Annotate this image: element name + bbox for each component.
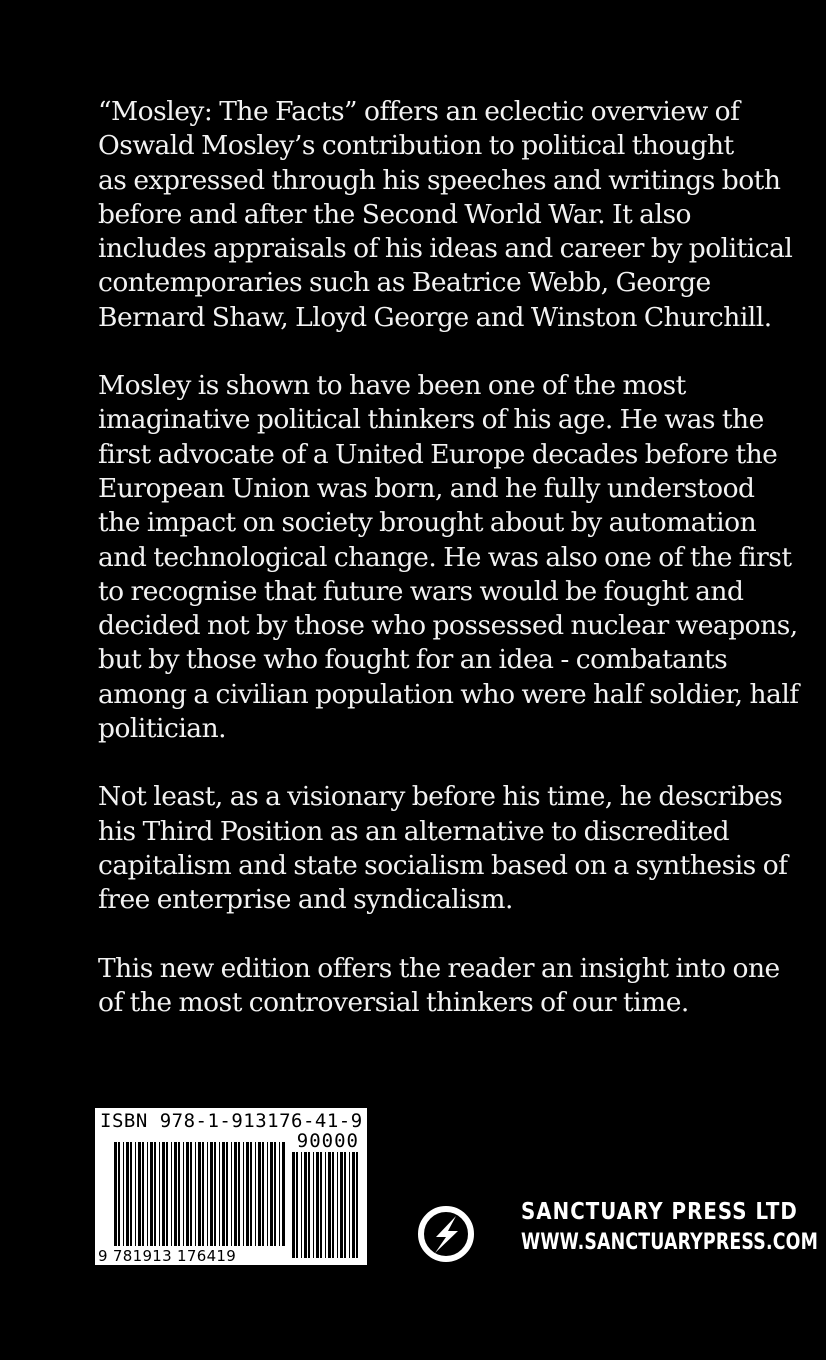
barcode-bar <box>234 1142 237 1246</box>
blurb-paragraph: Mosley is shown to have been one of the most imaginative political thinkers of his age. He was the first advocate of a United Europe decades before the European Union was born, and he fully understood the impact on society brought about by automation and technological change. He was also one of the first to recognise that future wars would be fought and decided not by those who possessed nuclear weapons, but by those who fought for an idea - combatants among a civilian population who were half soldier, half politician. <box>98 370 799 745</box>
barcode-bar <box>308 1152 310 1258</box>
barcode-bar <box>222 1142 225 1246</box>
barcode-bar <box>178 1142 180 1246</box>
barcode-bar <box>118 1142 120 1246</box>
barcode-bar <box>246 1142 249 1246</box>
barcode-bar <box>352 1152 355 1258</box>
barcode-bar <box>171 1142 172 1246</box>
barcode-bar <box>337 1152 338 1258</box>
barcode-bar <box>262 1142 264 1246</box>
addon-barcode-bars <box>291 1152 361 1258</box>
barcode-bar <box>186 1142 189 1246</box>
barcode-bar <box>126 1142 129 1246</box>
barcode-bar <box>282 1142 285 1246</box>
barcode-bar <box>349 1152 350 1258</box>
barcode-bar <box>162 1142 165 1246</box>
barcode-bar <box>255 1142 256 1246</box>
barcode-bar <box>340 1152 343 1258</box>
barcode-bar <box>274 1142 276 1246</box>
publisher-block <box>521 1196 819 1258</box>
publisher-url: WWW.SANCTUARYPRESS.COM <box>521 1230 819 1255</box>
barcode-bar <box>166 1142 168 1246</box>
barcode-bar <box>243 1142 244 1246</box>
barcode-bar <box>226 1142 228 1246</box>
barcode-bar <box>332 1152 334 1258</box>
publisher-name: SANCTUARY PRESS LTD <box>521 1199 798 1225</box>
barcode-bar <box>344 1152 346 1258</box>
barcode-bars <box>113 1142 285 1246</box>
barcode-bar <box>214 1142 216 1246</box>
barcode-bar <box>270 1142 273 1246</box>
barcode-bar <box>304 1152 307 1258</box>
barcode-bar <box>195 1142 196 1246</box>
barcode-bar <box>147 1142 148 1246</box>
barcode-bar <box>114 1142 117 1246</box>
blurb-paragraph: Not least, as a visionary before his time, he describes his Third Position as an alternative to discredited capitalism and state socialism based on a synthesis of free enterprise and syndicalism. <box>98 781 788 916</box>
isbn-barcode <box>95 1108 367 1265</box>
barcode-bar <box>258 1142 261 1246</box>
barcode-bar <box>313 1152 314 1258</box>
barcode-bar <box>279 1142 280 1246</box>
barcode-bar <box>150 1142 153 1246</box>
barcode-bar <box>296 1152 298 1258</box>
barcode-bar <box>210 1142 213 1246</box>
blurb-paragraph: This new edition offers the reader an insight into one of the most controversial thinkers of our time. <box>98 952 780 1018</box>
barcode-bar <box>190 1142 192 1246</box>
barcode-bar <box>316 1152 319 1258</box>
barcode-bar <box>159 1142 160 1246</box>
barcode-bar <box>320 1152 322 1258</box>
barcode-bar <box>231 1142 232 1246</box>
barcode-bar <box>328 1152 331 1258</box>
isbn-label: ISBN 978-1-913176-41-9 <box>100 1110 363 1132</box>
barcode-bar <box>325 1152 326 1258</box>
barcode-bar <box>130 1142 132 1246</box>
barcode-bar <box>356 1152 358 1258</box>
blurb-paragraph: “Mosley: The Facts” offers an eclectic overview of Oswald Mosley’s contribution to political thought as expressed through his speeches and writings both before and after the Second World War. It also includes appraisals of his ideas and career by political contemporaries such as Beatrice Webb, George Bernard Shaw, Lloyd George and Winston Churchill. <box>98 96 793 333</box>
barcode-bar <box>183 1142 184 1246</box>
barcode-bar <box>292 1152 295 1258</box>
barcode-bar <box>238 1142 240 1246</box>
barcode-bar <box>301 1152 302 1258</box>
barcode-bar <box>123 1142 124 1246</box>
ean-digits: 9 781913 176419 <box>98 1247 237 1265</box>
barcode-bar <box>202 1142 204 1246</box>
barcode-bar <box>138 1142 141 1246</box>
barcode-bar <box>207 1142 208 1246</box>
barcode-bar <box>142 1142 144 1246</box>
barcode-bar <box>198 1142 201 1246</box>
back-cover-blurb <box>98 95 818 1054</box>
barcode-bar <box>174 1142 177 1246</box>
barcode-bar <box>135 1142 136 1246</box>
price-code: 90000 <box>296 1130 359 1152</box>
barcode-bar <box>154 1142 156 1246</box>
lightning-bolt-circle-icon <box>416 1204 476 1264</box>
barcode-bar <box>267 1142 268 1246</box>
barcode-bar <box>250 1142 252 1246</box>
barcode-bar <box>219 1142 220 1246</box>
